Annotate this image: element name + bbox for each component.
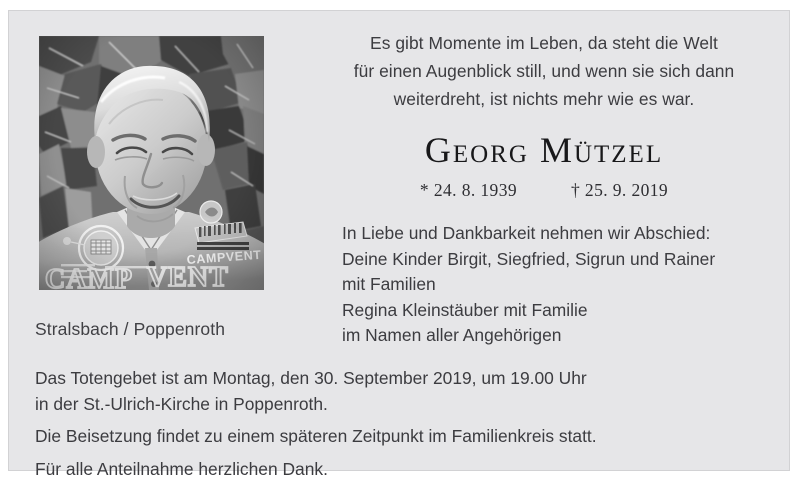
family-line-4: Regina Kleinstäuber mit Familie [342, 299, 588, 320]
family-line-1: In Liebe und Dankbarkeit nehmen wir Abschied: [342, 223, 711, 243]
footer-paragraph-prayer [35, 366, 765, 417]
deceased-name: Georg Mützel [424, 130, 664, 170]
family-block [342, 221, 783, 349]
quote-line-2: für einen Augenblick still, und wenn sie sich dann [353, 61, 735, 81]
family-line-2: Deine Kinder Birgit, Siegfried, Sigrun und Rainer [342, 248, 716, 269]
footer-block [35, 366, 765, 482]
life-dates [305, 180, 783, 201]
family-line-3: mit Familien [342, 274, 436, 294]
name-block [305, 129, 783, 201]
family-line-5: im Namen aller Angehörigen [342, 325, 562, 345]
footer-line-3: Die Beisetzung findet zu einem späteren Zeitpunkt im Familienkreis statt. [35, 426, 597, 446]
location-text: Stralsbach / Poppenroth [35, 319, 226, 339]
footer-line-2: in der St.-Ulrich-Kirche in Poppenroth. [35, 393, 328, 414]
birth-date: * 24. 8. 1939 [419, 180, 517, 200]
death-date: † 25. 9. 2019 [571, 180, 669, 200]
footer-paragraph-burial [35, 424, 765, 450]
right-column [305, 29, 783, 349]
portrait-photo-frame [39, 36, 264, 290]
obituary-card [8, 10, 790, 479]
footer-line-4: Für alle Anteilnahme herzlichen Dank. [35, 458, 328, 479]
memorial-quote [305, 29, 783, 113]
quote-line-1: Es gibt Momente im Leben, da steht die Welt [370, 33, 718, 53]
footer-line-1: Das Totengebet ist am Montag, den 30. September 2019, um 19.00 Uhr [35, 368, 587, 388]
footer-paragraph-thanks [35, 457, 765, 482]
quote-line-3: weiterdreht, ist nichts mehr wie es war. [393, 89, 695, 109]
portrait-photo [39, 36, 264, 290]
